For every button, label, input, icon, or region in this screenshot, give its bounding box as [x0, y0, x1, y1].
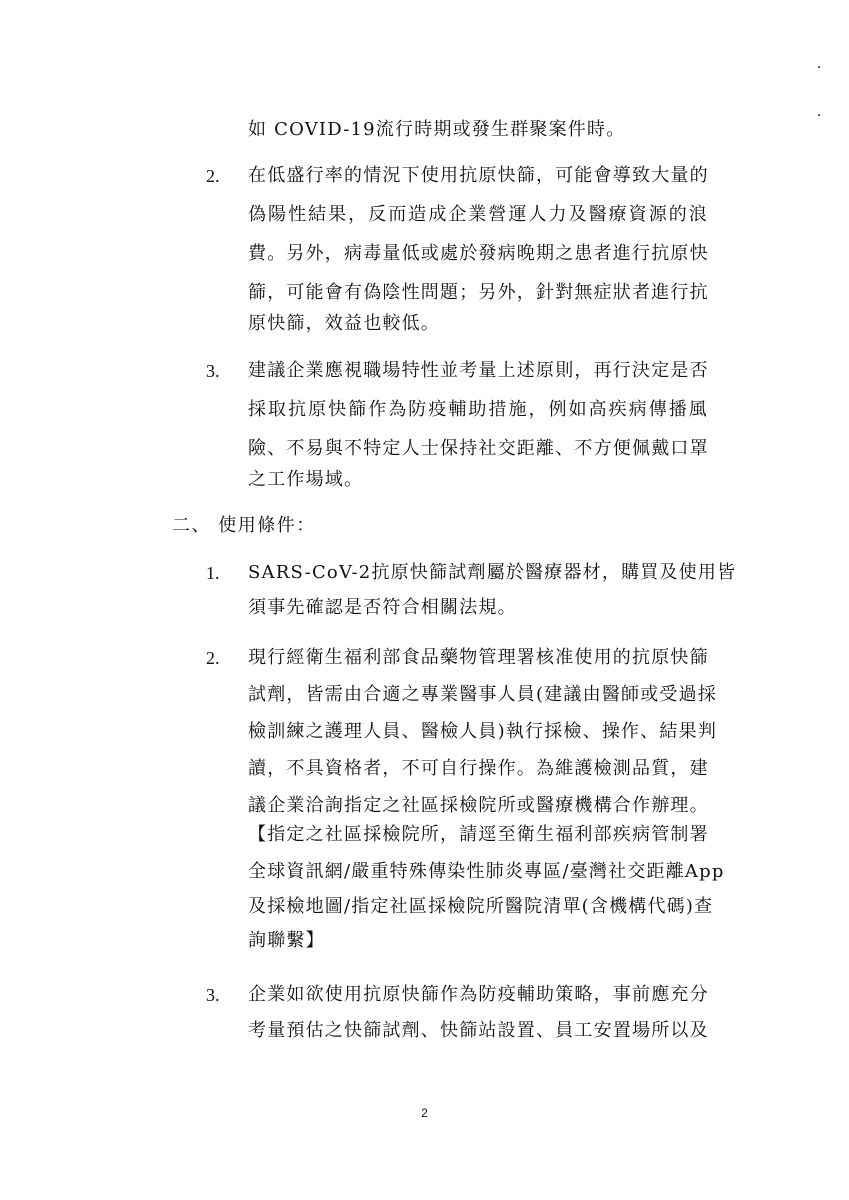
item-number: 2.: [206, 648, 220, 668]
item-number: 2.: [206, 166, 220, 186]
paragraph-line: 費。另外，病毒量低或處於發病晚期之患者進行抗原快: [248, 243, 709, 264]
scan-speck: [818, 66, 820, 68]
paragraph-line: SARS-CoV-2抗原快篩試劑屬於醫療器材，購買及使用皆: [248, 562, 737, 583]
item-number: 1.: [206, 563, 220, 583]
paragraph-line: 【指定之社區採檢院所，請逕至衛生福利部疾病管制署: [248, 824, 709, 845]
paragraph-line: 檢訓練之護理人員、醫檢人員)執行採檢、操作、結果判: [248, 721, 718, 742]
paragraph-line: 篩，可能會有偽陰性問題；另外，針對無症狀者進行抗: [248, 282, 709, 303]
item-number: 3.: [206, 985, 220, 1005]
scan-speck: [818, 114, 820, 116]
paragraph-line: 原快篩，效益也較低。: [248, 313, 440, 334]
page-number: 2: [421, 1106, 428, 1120]
intro-line: 如 COVID-19流行時期或發生群聚案件時。: [248, 119, 626, 140]
paragraph-line: 讀，不具資格者，不可自行操作。為維護檢測品質，建: [248, 758, 709, 779]
paragraph-line: 考量預估之快篩試劑、快篩站設置、員工安置場所以及: [248, 1020, 709, 1041]
paragraph-line: 採取抗原快篩作為防疫輔助措施，例如高疾病傳播風: [248, 399, 708, 420]
paragraph-line: 試劑，皆需由合適之專業醫事人員(建議由醫師或受過採: [248, 684, 718, 705]
paragraph-line: 企業如欲使用抗原快篩作為防疫輔助策略，事前應充分: [248, 984, 709, 1005]
paragraph-line: 及採檢地圖/指定社區採檢院所醫院清單(含機構代碼)查: [248, 896, 714, 917]
paragraph-line: 須事先確認是否符合相關法規。: [248, 597, 517, 618]
paragraph-line: 在低盛行率的情況下使用抗原快篩，可能會導致大量的: [248, 165, 709, 186]
paragraph-line: 偽陽性結果，反而造成企業營運人力及醫療資源的浪: [248, 204, 708, 225]
paragraph-line: 詢聯繫】: [248, 930, 325, 951]
item-number: 3.: [206, 361, 220, 381]
paragraph-line: 全球資訊網/嚴重特殊傳染性肺炎專區/臺灣社交距離App: [248, 861, 725, 882]
paragraph-line: 建議企業應視職場特性並考量上述原則，再行決定是否: [248, 360, 709, 381]
section-heading: 二、 使用條件：: [172, 515, 316, 536]
paragraph-line: 之工作場域。: [248, 469, 364, 490]
paragraph-line: 險、不易與不特定人士保持社交距離、不方便佩戴口罩: [248, 438, 709, 459]
paragraph-line: 現行經衛生福利部食品藥物管理署核准使用的抗原快篩: [248, 647, 709, 668]
paragraph-line: 議企業洽詢指定之社區採檢院所或醫療機構合作辦理。: [248, 795, 709, 816]
